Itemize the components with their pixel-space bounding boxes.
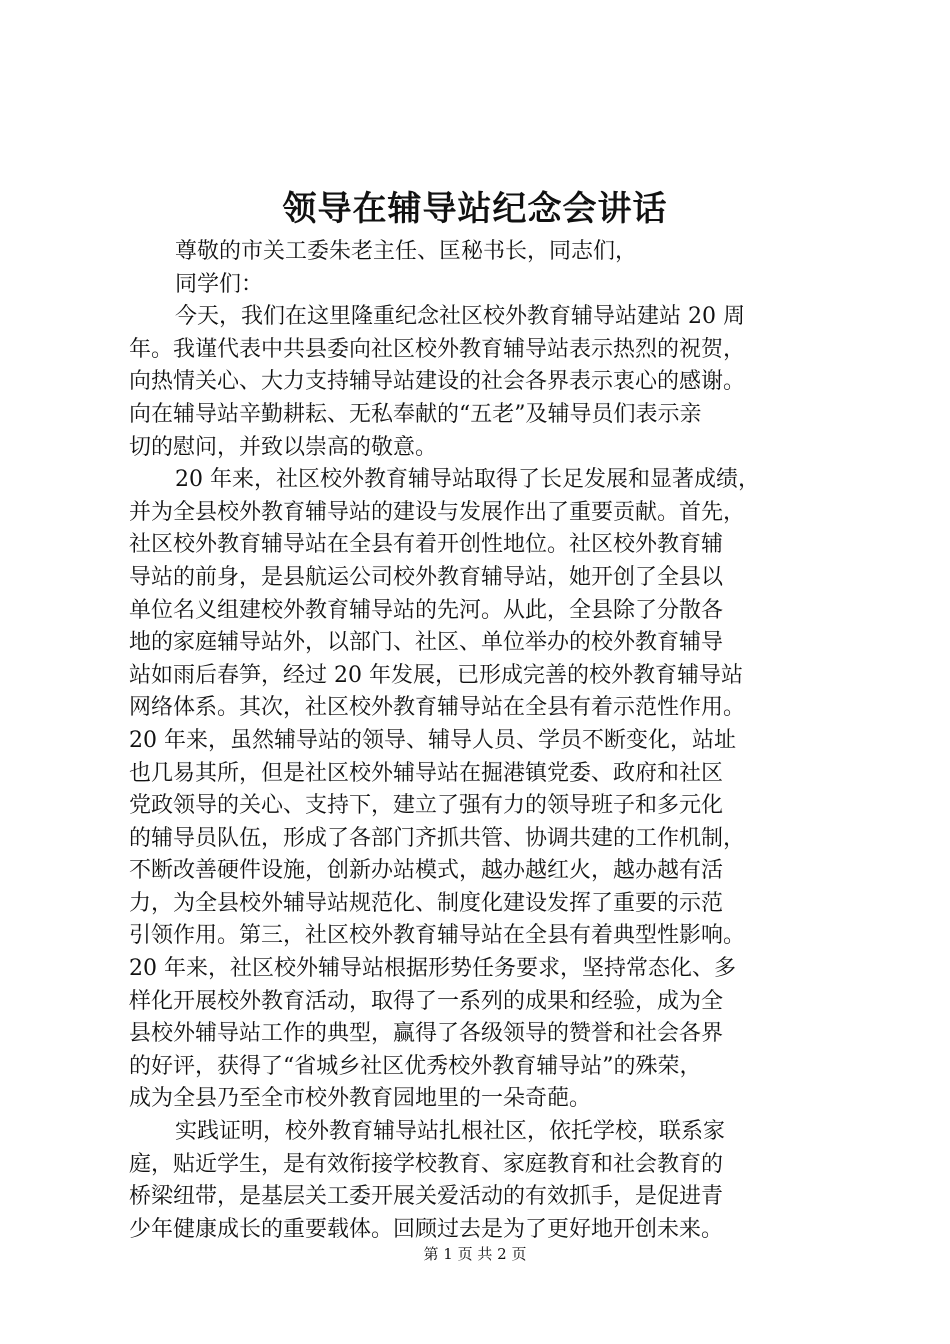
text-line: 引领作用。第三，社区校外教育辅导站在全县有着典型性影响。 xyxy=(129,923,746,949)
text-line: 少年健康成长的重要载体。回顾过去是为了更好地开创未来。 xyxy=(129,1216,724,1242)
text-line: 实践证明，校外教育辅导站扎根社区，依托学校，联系家 xyxy=(175,1119,726,1145)
text-line: 庭，贴近学生，是有效衔接学校教育、家庭教育和社会教育的 xyxy=(129,1151,724,1177)
text-line: 地的家庭辅导站外，以部门、社区、单位举办的校外教育辅导 xyxy=(129,630,724,656)
text-line: 向在辅导站辛勤耕耘、无私奉献的“五老”及辅导员们表示亲 xyxy=(129,401,702,427)
text-line: 的好评，获得了“省城乡社区优秀校外教育辅导站”的殊荣， xyxy=(129,1053,702,1079)
text-line: 桥梁纽带，是基层关工委开展关爱活动的有效抓手，是促进青 xyxy=(129,1184,724,1210)
text-line: 年。我谨代表中共县委向社区校外教育辅导站表示热烈的祝贺， xyxy=(129,336,746,362)
text-line: 网络体系。其次，社区校外教育辅导站在全县有着示范性作用。 xyxy=(129,695,746,721)
text-line: 党政领导的关心、支持下，建立了强有力的领导班子和多元化 xyxy=(129,793,724,819)
text-line: 样化开展校外教育活动，取得了一系列的成果和经验，成为全 xyxy=(129,988,724,1014)
text-line: 向热情关心、大力支持辅导站建设的社会各界表示衷心的感谢。 xyxy=(129,369,746,395)
text-line: 成为全县乃至全市校外教育园地里的一朵奇葩。 xyxy=(129,1086,592,1112)
text-line: 导站的前身，是县航运公司校外教育辅导站，她开创了全县以 xyxy=(129,564,724,590)
text-line: 切的慰问，并致以崇高的敬意。 xyxy=(129,434,438,460)
text-line: 今天，我们在这里隆重纪念社区校外教育辅导站建站 20 周 xyxy=(175,304,745,330)
text-line: 尊敬的市关工委朱老主任、匡秘书长，同志们， xyxy=(175,239,638,264)
text-line: 并为全县校外教育辅导站的建设与发展作出了重要贡献。首先， xyxy=(129,499,746,525)
text-line: 的辅导员队伍，形成了各部门齐抓共管、协调共建的工作机制， xyxy=(129,825,746,851)
document-title: 领导在辅导站纪念会讲话 xyxy=(282,189,668,229)
text-line: 不断改善硬件设施，创新办站模式，越办越红火，越办越有活 xyxy=(129,858,724,884)
document-body xyxy=(129,236,829,1246)
text-line: 单位名义组建校外教育辅导站的先河。从此，全县除了分散各 xyxy=(129,597,724,623)
text-line: 县校外辅导站工作的典型，赢得了各级领导的赞誉和社会各界 xyxy=(129,1021,724,1047)
text-line: 20 年来，社区校外教育辅导站取得了长足发展和显著成绩， xyxy=(175,467,760,493)
text-line: 也几易其所，但是社区校外辅导站在掘港镇党委、政府和社区 xyxy=(129,760,724,786)
text-line: 同学们： xyxy=(175,271,264,297)
text-line: 20 年来，社区校外辅导站根据形势任务要求，坚持常态化、多 xyxy=(129,956,736,982)
text-line: 力，为全县校外辅导站规范化、制度化建设发挥了重要的示范 xyxy=(129,890,724,916)
text-line: 社区校外教育辅导站在全县有着开创性地位。社区校外教育辅 xyxy=(129,532,724,558)
text-line: 站如雨后春笋，经过 20 年发展，已形成完善的校外教育辅导站 xyxy=(129,662,743,688)
text-line: 20 年来，虽然辅导站的领导、辅导人员、学员不断变化，站址 xyxy=(129,727,736,753)
page-footer: 第 1 页 共 2 页 xyxy=(423,1245,527,1263)
